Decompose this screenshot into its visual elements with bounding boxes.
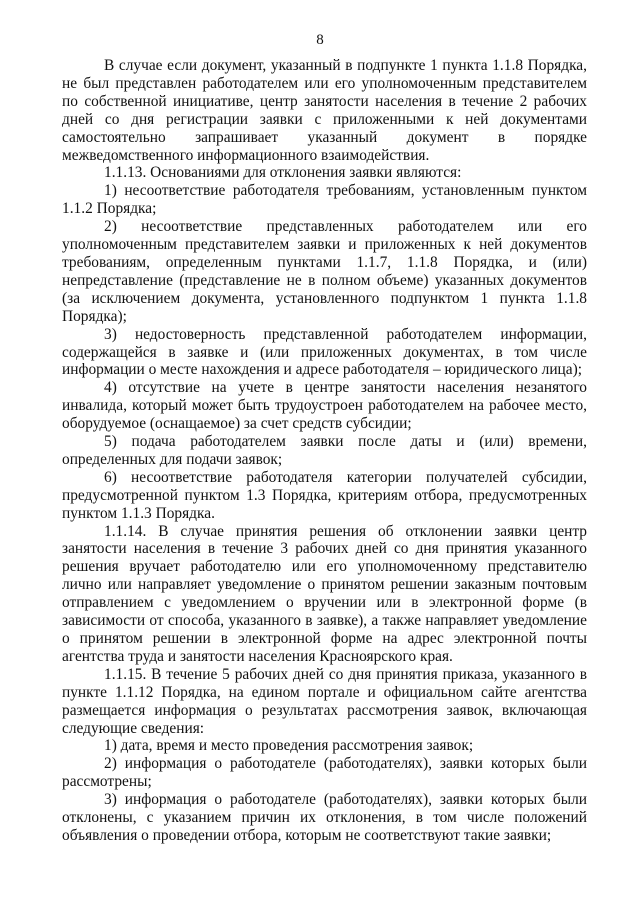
paragraph-rejection-notice: 1.1.14. В случае принятия решения об отклонении заявки центр занятости населения в течение 3 рабочих дней со дня принятия указанного решения вручает работодателю или его уполномоченному представителю лично или направляет уведомление о принятом решении заказным почтовым отправлением с уведомлением о вручении или в электронной форме (в зависимости от способа, указанного в заявке), а также направляет уведомление о принятом решении в электронной форме на адрес электронной почты агентства труда и занятости населения Красноярского края. (62, 522, 587, 665)
paragraph-results-publication: 1.1.15. В течение 5 рабочих дней со дня принятия приказа, указанного в пункте 1.1.12 Порядка, на едином портале и официальном сайте агентства размещается информация о результатах рассмотрения заявок, включающая следующие сведения: (62, 665, 587, 737)
list-item-results-3: 3) информация о работодателе (работодателях), заявки которых были отклонены, с указанием причин их отклонения, в том числе положений объявления о проведении отбора, которым не соответствуют такие заявки; (62, 791, 587, 844)
paragraph-rejection-grounds-heading: 1.1.13. Основаниями для отклонения заявки являются: (104, 164, 462, 182)
document-body (62, 57, 587, 845)
list-item-rejection-6: 6) несоответствие работодателя категории получателей субсидии, предусмотренной пунктом 1.3 Порядка, критериям отбора, предусмотренных пунктом 1.1.3 Порядка. (62, 468, 587, 522)
list-item-rejection-2: 2) несоответствие представленных работодателем или его уполномоченным представителем заявки и приложенных к ней документов требованиям, определенным пунктами 1.1.7, 1.1.8 Порядка, и (или) непредставление (представление не в полном объеме) указанных документов (за исключением документа, установленного подпунктом 1 пункта 1.1.8 Порядка); (62, 218, 587, 325)
list-item-rejection-5: 5) подача работодателем заявки после даты и (или) времени, определенных для подачи заявок; (62, 433, 587, 468)
list-item-rejection-1: 1) несоответствие работодателя требованиям, установленным пунктом 1.1.2 Порядка; (62, 182, 587, 218)
list-item-rejection-3: 3) недостоверность представленной работодателем информации, содержащейся в заявке и (или приложенных документах, в том числе информации о месте нахождения и адресе работодателя – юридического лица); (62, 325, 587, 379)
paragraph-document-request: В случае если документ, указанный в подпункте 1 пункта 1.1.8 Порядка, не был представлен работодателем или его уполномоченным представителем по собственной инициативе, центр занятости населения в течение 2 рабочих дней со дня регистрации заявки с приложенными к ней документами самостоятельно запрашивает указанный документ в порядке межведомственного информационного взаимодействия. (62, 57, 587, 164)
list-item-results-1: 1) дата, время и место проведения рассмотрения заявок; (104, 737, 474, 755)
list-item-rejection-4: 4) отсутствие на учете в центре занятости населения незанятого инвалида, который может быть трудоустроен работодателем на рабочее место, оборудуемое (оснащаемое) за счет средств субсидии; (62, 379, 587, 433)
list-item-results-2: 2) информация о работодателе (работодателях), заявки которых были рассмотрены; (62, 755, 587, 791)
page-number: 8 (316, 32, 324, 48)
